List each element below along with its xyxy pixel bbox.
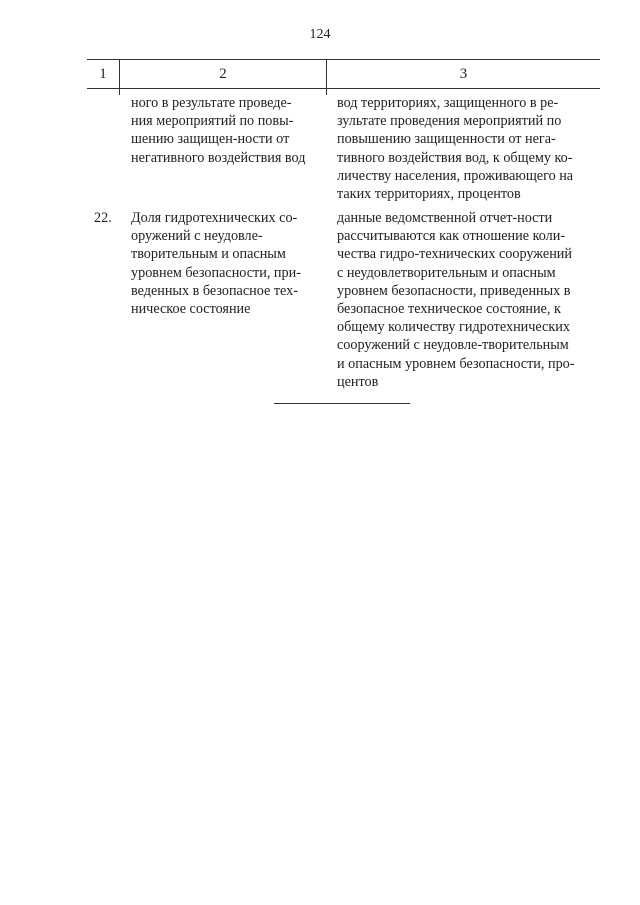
text-line: рассчитываются как отношение коли- — [337, 228, 566, 245]
text-line: безопасное техническое состояние, к — [337, 301, 561, 318]
text-line: ного в результате проведе- — [131, 95, 292, 111]
row-22-col3 — [337, 209, 592, 391]
text-line: ния мероприятий по повы- — [131, 113, 294, 130]
text-line: творительным и опасным — [131, 246, 286, 263]
text-line: вод территориях, защищенного в ре- — [337, 95, 559, 111]
row-number: 22. — [94, 210, 112, 226]
row-22-col2 — [131, 209, 317, 318]
text-line: данные ведомственной отчет-ности — [337, 210, 553, 226]
text-line: ническое состояние — [131, 301, 251, 318]
text-line: с неудовлетворительным и опасным — [337, 264, 556, 281]
text-line: личеству населения, проживающего на — [337, 167, 574, 184]
column-header-1: 1 — [87, 60, 120, 88]
text-line: негативного воздействия вод — [131, 149, 306, 166]
text-line: повышению защищенности от нега- — [337, 131, 556, 148]
text-line: чества гидро-технических сооружений — [337, 246, 572, 263]
row-continuation-col3 — [337, 94, 592, 203]
column-header-2: 2 — [120, 60, 327, 88]
column-divider — [119, 87, 120, 95]
text-line: шению защищен-ности от — [131, 131, 290, 148]
text-line: зультате проведения мероприятий по — [337, 113, 562, 130]
text-line: уровнем безопасности, приведенных в — [337, 282, 571, 299]
text-line: веденных в безопасное тех- — [131, 282, 298, 299]
text-line: центов — [337, 373, 379, 390]
column-header-3: 3 — [459, 65, 468, 82]
text-line: тивного воздействия вод, к общему ко- — [337, 149, 573, 166]
table-header-row — [87, 59, 600, 89]
page-number: 124 — [309, 27, 331, 42]
text-line: и опасным уровнем безопасности, про- — [337, 355, 575, 372]
text-line: уровнем безопасности, при- — [131, 264, 301, 281]
text-line: оружений с неудовле- — [131, 228, 263, 245]
text-line: таких территориях, процентов — [337, 186, 521, 203]
text-line: Доля гидротехнических со- — [131, 210, 298, 226]
end-of-table-rule — [274, 403, 410, 404]
text-line: общему количеству гидротехнических — [337, 319, 570, 336]
text-line: сооружений с неудовле-творительным — [337, 337, 569, 354]
row-continuation-col2 — [131, 94, 317, 167]
column-divider — [326, 87, 327, 95]
